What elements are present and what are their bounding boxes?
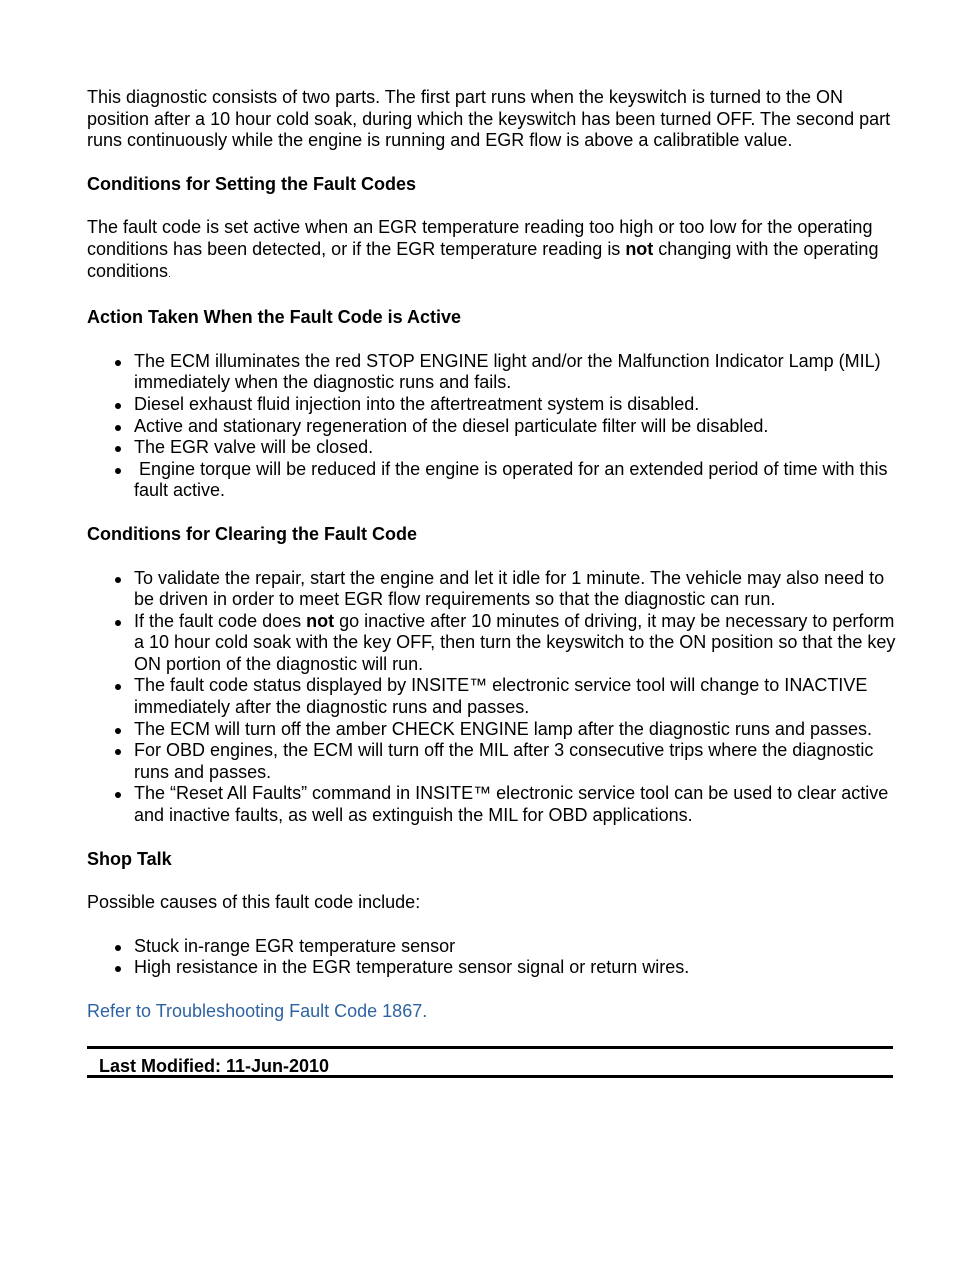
conditions-setting-paragraph [87, 217, 897, 285]
clearing-item2-text-a: If the fault code does [134, 610, 307, 631]
list-item: Diesel exhaust fluid injection into the aftertreatment system is disabled. [134, 394, 897, 416]
list-item: The ECM illuminates the red STOP ENGINE light and/or the Malfunction Indicator Lamp (MIL) immediately when the diagnostic runs and fails. [134, 351, 897, 394]
last-modified-text: Last Modified: 11-Jun-2010 [99, 1055, 330, 1076]
list-item: Engine torque will be reduced if the engine is operated for an extended period of time with this fault active. [134, 459, 897, 502]
conditions-setting-emphasis: not [625, 238, 654, 259]
document-body [87, 87, 897, 1078]
list-item: To validate the repair, start the engine and let it idle for 1 minute. The vehicle may also need to be driven in order to meet EGR flow requirements so that the diagnostic can run. [134, 568, 897, 611]
intro-paragraph: This diagnostic consists of two parts. The first part runs when the keyswitch is turned to the ON position after a 10 hour cold soak, during which the keyswitch has been turned OFF. The second part runs continuously while the engine is running and EGR flow is above a calibratible value. [87, 87, 891, 151]
clearing-item2-text-b: go inactive after 10 minutes of driving, it may be necessary to perform a 10 hour cold soak with the key OFF, then turn the keyswitch to the ON position so that the key ON portion of the diagnostic will run. [134, 610, 896, 674]
heading-conditions-setting: Conditions for Setting the Fault Codes [87, 173, 416, 194]
clearing-item2-emphasis: not [306, 610, 335, 631]
list-item [134, 611, 897, 676]
conditions-setting-period: . [168, 268, 171, 279]
list-item: Active and stationary regeneration of the diesel particulate filter will be disabled. [134, 416, 897, 438]
conditions-setting-text-b: changing with the operating conditions [87, 238, 879, 281]
last-modified-footer [87, 1046, 893, 1078]
list-item: For OBD engines, the ECM will turn off the MIL after 3 consecutive trips where the diagnostic runs and passes. [134, 740, 897, 783]
list-item: High resistance in the EGR temperature sensor signal or return wires. [134, 957, 897, 979]
heading-shop-talk: Shop Talk [87, 848, 172, 869]
list-item: The fault code status displayed by INSITE™ electronic service tool will change to INACTIVE immediately after the diagnostic runs and passes. [134, 675, 897, 718]
heading-conditions-clearing: Conditions for Clearing the Fault Code [87, 523, 417, 544]
shop-talk-paragraph: Possible causes of this fault code include: [87, 892, 421, 913]
list-item: Stuck in-range EGR temperature sensor [134, 936, 897, 958]
list-item: The ECM will turn off the amber CHECK ENGINE lamp after the diagnostic runs and passes. [134, 719, 897, 741]
heading-action-taken: Action Taken When the Fault Code is Active [87, 307, 462, 328]
troubleshooting-link[interactable]: Refer to Troubleshooting Fault Code 1867. [87, 1001, 428, 1021]
shop-talk-list [87, 936, 897, 979]
conditions-setting-text-a: The fault code is set active when an EGR temperature reading too high or too low for the operating conditions has been detected, or if the EGR temperature reading is [87, 217, 873, 259]
list-item: The EGR valve will be closed. [134, 437, 897, 459]
action-taken-list [87, 351, 897, 502]
conditions-clearing-list [87, 568, 897, 827]
list-item: The “Reset All Faults” command in INSITE™ electronic service tool can be used to clear active and inactive faults, as well as extinguish the MIL for OBD applications. [134, 783, 897, 826]
